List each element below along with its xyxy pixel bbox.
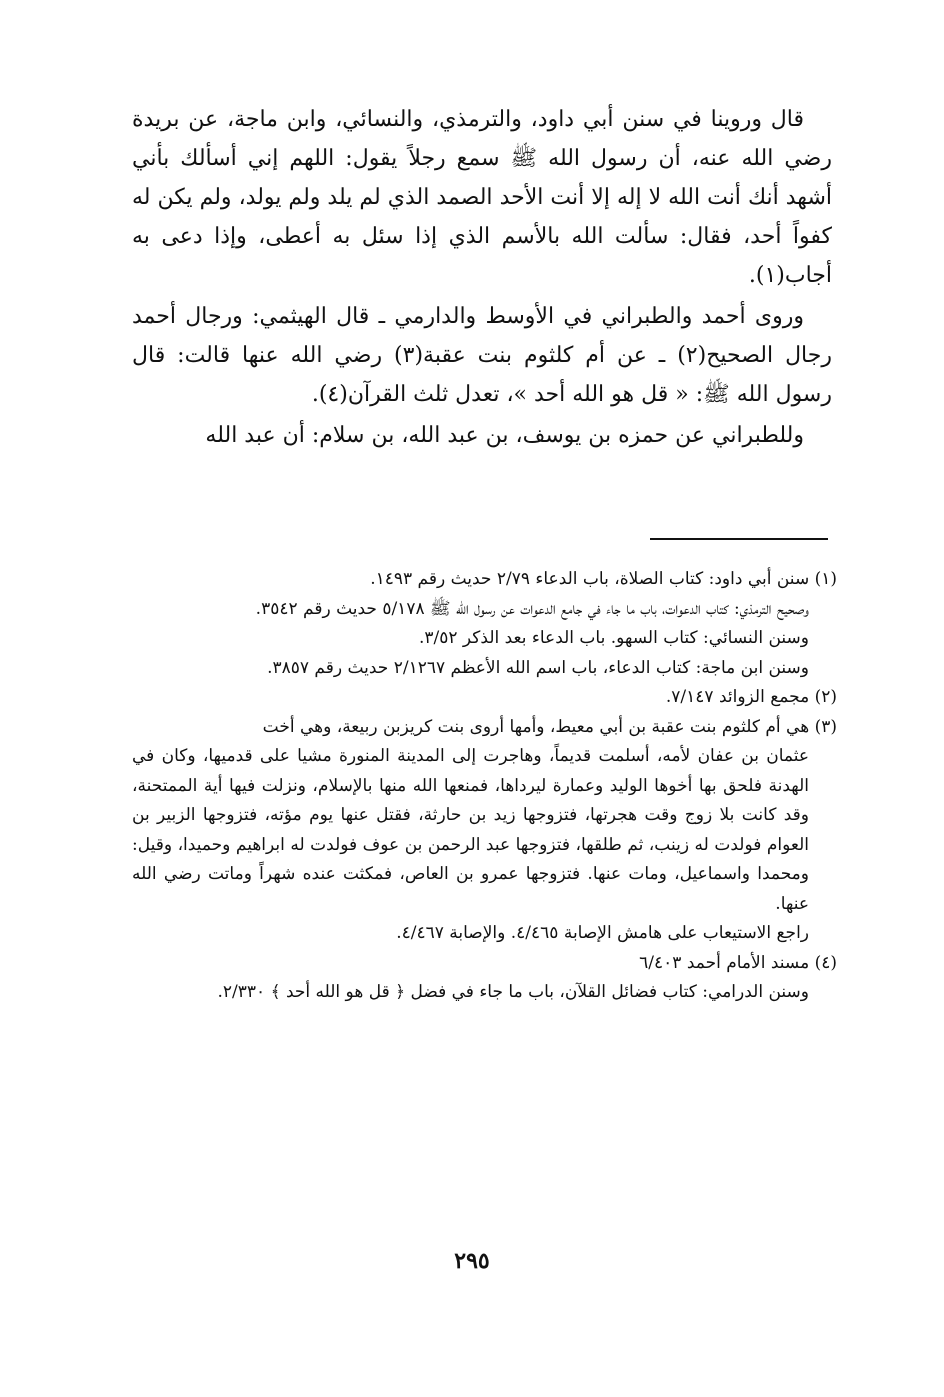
footnote-4-darimi: وسنن الدرامي: كتاب فضائل القلآن، باب ما جاء في فضل ﴿ قل هو الله أحد ﴾ ٢/٣٣٠. — [217, 982, 809, 1002]
footnote-divider — [650, 538, 828, 540]
footnotes-block — [132, 565, 837, 1008]
paragraph-1: قال وروينا في سنن أبي داود، والترمذي، والنسائي، وابن ماجة، عن بريدة رضي الله عنه، أن رسول الله ﷺ سمع رجلاً يقول: اللهم إني أسألك بأني أشهد أنك أنت الله لا إله إلا أنت الأحد الصمد الذي لم يلد ولم يولد، ولم يكن له كفواً أحد، فقال: سألت الله بالأسم الذي إذا سئل به أعطى، وإذا دعى به أجاب(١). — [132, 107, 832, 288]
footnote-1-heading: (١) سنن أبي داود: كتاب الصلاة، باب الدعاء ٢/٧٩ حديث رقم ١٤٩٣. — [370, 569, 837, 589]
footnote-2-heading: (٢) مجمع الزوائد ٧/١٤٧. — [665, 687, 837, 707]
footnote-1-tirmidhi: وصحيح الترمذي: كتاب الدعوات، باب ما جاء في جامع الدعوات عن رسول الله ﷺ ٥/١٧٨ حديث رقم ٣٥٤٢. — [255, 598, 809, 619]
paragraph-2: وروى أحمد والطبراني في الأوسط والدارمي ـ قال الهيثمي: ورجال أحمد رجال الصحيح(٢) ـ عن أم كلثوم بنت عقبة(٣) رضي الله عنها قالت: قال رسول الله ﷺ: « قل هو الله أحد »، تعدل ثلث القرآن(٤). — [132, 304, 832, 407]
footnote-4-heading: (٤) مسند الأمام أحمد ٦/٤٠٣ — [639, 952, 837, 973]
footnote-1-nasai: وسنن النسائي: كتاب السهو. باب الدعاء بعد الذكر ٣/٥٢. — [418, 628, 809, 648]
footnote-3-biography: عثمان بن عفان لأمه، أسلمت قديماً، وهاجرت إلى المدينة المنورة مشيا على قدميها، وكان في الهدنة فلحق بها أخوها الوليد وعمارة ليرداها، فمنعها الله منها بالإسلام، ونزلت فيها أية الممتحنة، وقد كانت بلا زوج وقت هجرتها، فتزوجها زيد بن حارثة، فقتل عنها يوم مؤته، فتزوجها الزبير بن العوام فولدت له زينب، ثم طلقها، فتزوجها عبد الرحمن بن عوف فولدت له ابراهيم وحميدا، وقيل: ومحمدا واسماعيل، ومات عنها. فتزوجها عمرو بن العاص، فمكثت عنده شهراً وماتت رضي الله عنها. — [132, 746, 809, 914]
footnote-1-ibnmajah: وسنن ابن ماجة: كتاب الدعاء، باب اسم الله الأعظم ٢/١٢٦٧ حديث رقم ٣٨٥٧. — [267, 657, 809, 678]
footnote-3-reference: راجع الاستيعاب على هامش الإصابة ٤/٤٦٥. والإصابة ٤/٤٦٧. — [396, 923, 809, 943]
main-text-block — [132, 100, 832, 457]
paragraph-3: وللطبراني عن حمزه بن يوسف، بن عبد الله، بن سلام: أن عبد الله — [205, 423, 804, 448]
page-number: ٢٩٥ — [454, 1248, 490, 1274]
footnote-3-heading: (٣) هي أم كلثوم بنت عقبة بن أبي معيط، وأمها أروى بنت كريزبن ربيعة، وهي أخت — [262, 716, 837, 737]
